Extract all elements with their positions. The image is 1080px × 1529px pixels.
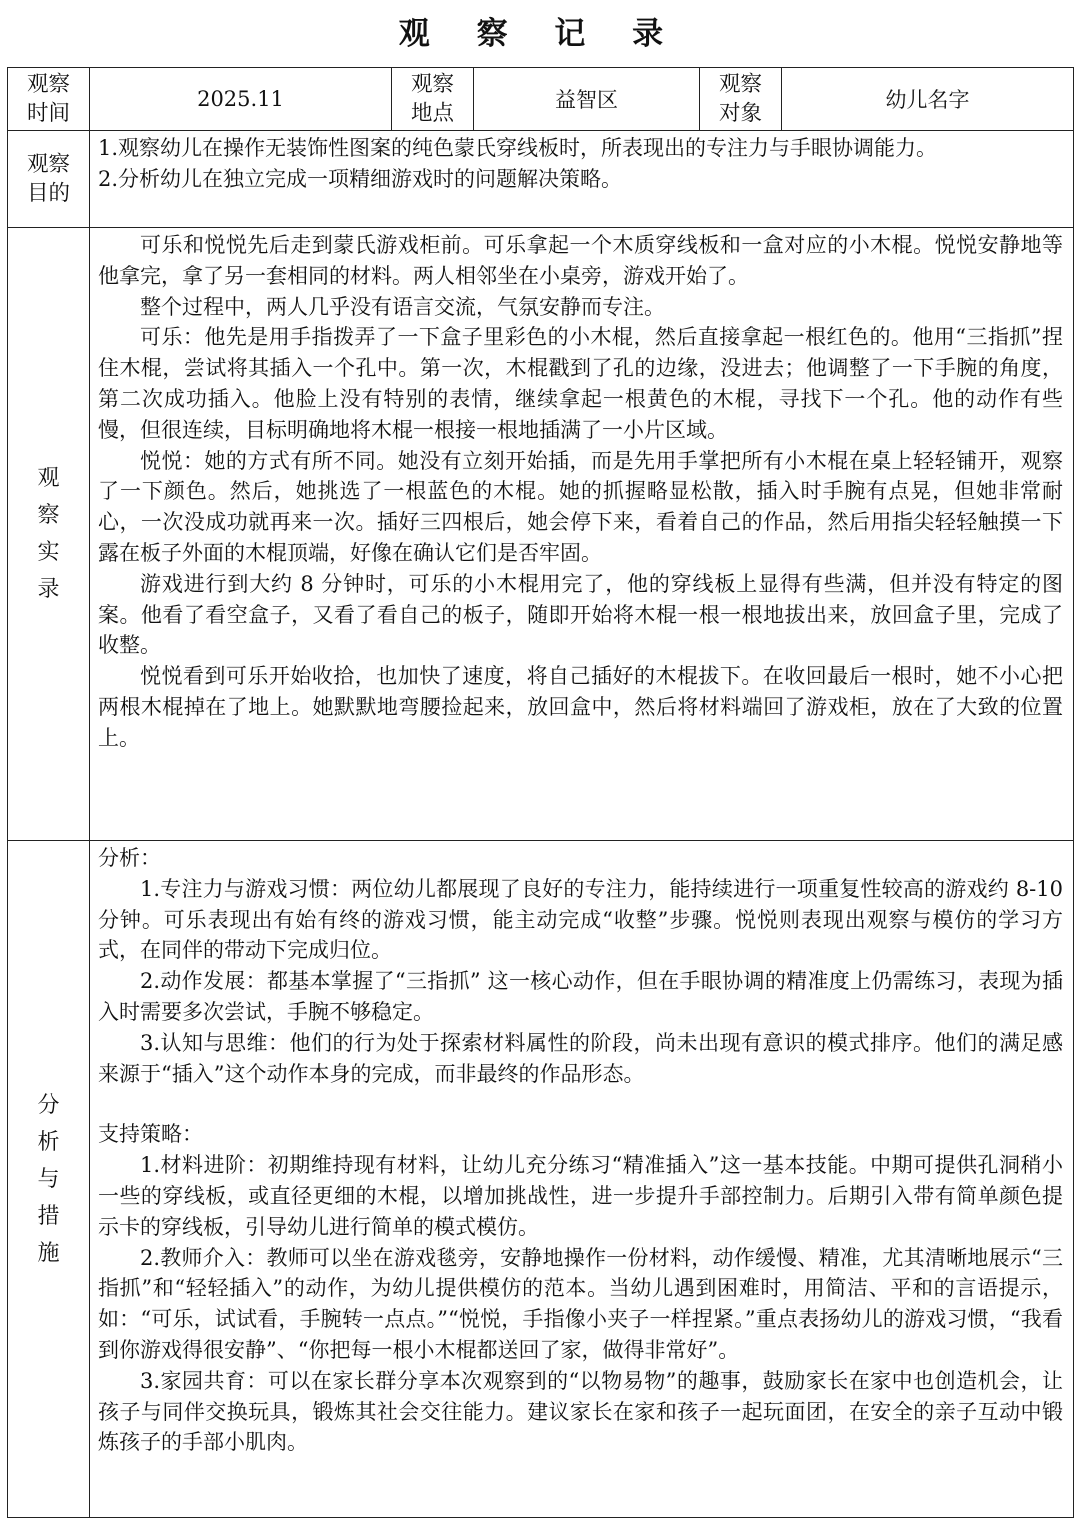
analysis-heading: 分析： [98,846,161,870]
record-label: 观 察 实 录 [8,228,90,841]
header-row [8,68,1074,131]
place-value: 益智区 [474,68,700,131]
record-paragraph: 可乐和悦悦先后走到蒙氏游戏柜前。可乐拿起一个木质穿线板和一盒对应的小木棍。悦悦安静地等他拿完，拿了另一套相同的材料。两人相邻坐在小桌旁，游戏开始了。 [98,233,1063,288]
strategy-item: 2.教师介入：教师可以坐在游戏毯旁，安静地操作一份材料，动作缓慢、精准，尤其清晰地展示“三指抓”和“轻轻插入”的动作，为幼儿提供模仿的范本。当幼儿遇到困难时，用简洁、平和的言语提示，如：“可乐，试试看，手腕转一点点。”“悦悦，手指像小夹子一样捏紧。”重点表扬幼儿的游戏习惯，“我看到你游戏得很安静”、“你把每一根小木棍都送回了家，做得非常好”。 [98,1245,1063,1362]
analysis-content [90,841,1074,1518]
time-value: 2025.11 [90,68,392,131]
strategy-item: 1.材料进阶：初期维持现有材料，让幼儿充分练习“精准插入”这一基本技能。中期可提供孔洞稍小一些的穿线板，或直径更细的木棍，以增加挑战性，进一步提升手部控制力。后期引入带有简单颜色提示卡的穿线板，引导幼儿进行简单的模式模仿。 [98,1153,1063,1239]
observation-table [7,67,1074,1518]
place-label: 观察 地点 [392,68,474,131]
record-paragraph: 悦悦：她的方式有所不同。她没有立刻开始插，而是先用手掌把所有小木棍在桌上轻轻铺开，观察了一下颜色。然后，她挑选了一根蓝色的木棍。她的抓握略显松散，插入时手腕有点晃，但她非常耐心，一次没成功就再来一次。插好三四根后，她会停下来，看着自己的作品，然后用指尖轻轻触摸一下露在板子外面的木棍顶端，好像在确认它们是否牢固。 [98,448,1063,565]
purpose-content [90,131,1074,228]
strategy-item: 3.家园共育：可以在家长群分享本次观察到的“以物易物”的趣事，鼓励家长在家中也创造机会，让孩子与同伴交换玩具，锻炼其社会交往能力。建议家长在家和孩子一起玩面团，在安全的亲子互动中锻炼孩子的手部小肌肉。 [98,1368,1063,1455]
record-content [90,228,1074,841]
strategy-heading: 支持策略： [98,1122,203,1147]
analysis-point: 2.动作发展：都基本掌握了“三指抓” 这一核心动作，但在手眼协调的精准度上仍需练习，表现为插入时需要多次尝试，手腕不够稳定。 [98,969,1063,1024]
analysis-label: 分 析 与 措 施 [8,841,90,1518]
record-paragraph: 可乐：他先是用手指拨弄了一下盒子里彩色的小木棍，然后直接拿起一根红色的。他用“三指抓”捏住木棍，尝试将其插入一个孔中。第一次，木棍戳到了孔的边缘，没进去；他调整了一下手腕的角度，第二次成功插入。他脸上没有特别的表情，继续拿起一根黄色的木棍，寻找下一个孔。他的动作有些慢，但很连续，目标明确地将木棍一根接一根地插满了一小片区域。 [98,325,1063,442]
analysis-point: 3.认知与思维：他们的行为处于探索材料属性的阶段，尚未出现有意识的模式排序。他们的满足感来源于“插入”这个动作本身的完成，而非最终的作品形态。 [98,1030,1063,1086]
record-paragraph: 游戏进行到大约 8 分钟时，可乐的小木棍用完了，他的穿线板上显得有些满，但并没有特定的图案。他看了看空盒子，又看了看自己的板子，随即开始将木棍一根一根地拔出来，放回盒子里，完成了收整。 [98,571,1063,658]
purpose-item: 1.观察幼儿在操作无装饰性图案的纯色蒙氏穿线板时，所表现出的专注力与手眼协调能力。 [98,136,938,160]
record-paragraph: 整个过程中，两人几乎没有语言交流，气氛安静而专注。 [140,294,665,319]
target-value: 幼儿名字 [782,68,1074,131]
record-row [8,228,1074,841]
target-label: 观察 对象 [700,68,782,131]
record-paragraph: 悦悦看到可乐开始收拾，也加快了速度，将自己插好的木棍拔下。在收回最后一根时，她不小心把两根木棍掉在了地上。她默默地弯腰捡起来，放回盒中，然后将材料端回了游戏柜，放在了大致的位置上。 [98,664,1063,750]
page-title: 观 察 记 录 [398,16,682,52]
analysis-point: 1.专注力与游戏习惯：两位幼儿都展现了良好的专注力，能持续进行一项重复性较高的游戏约 8-10 分钟。可乐表现出有始有终的游戏习惯，能主动完成“收整”步骤。悦悦则表现出观察与模仿的学习方式，在同伴的带动下完成归位。 [98,876,1063,963]
purpose-row [8,131,1074,228]
time-label: 观察 时间 [8,68,90,131]
purpose-item: 2.分析幼儿在独立完成一项精细游戏时的问题解决策略。 [98,166,623,191]
analysis-row [8,841,1074,1518]
purpose-label: 观察 目的 [8,131,90,228]
